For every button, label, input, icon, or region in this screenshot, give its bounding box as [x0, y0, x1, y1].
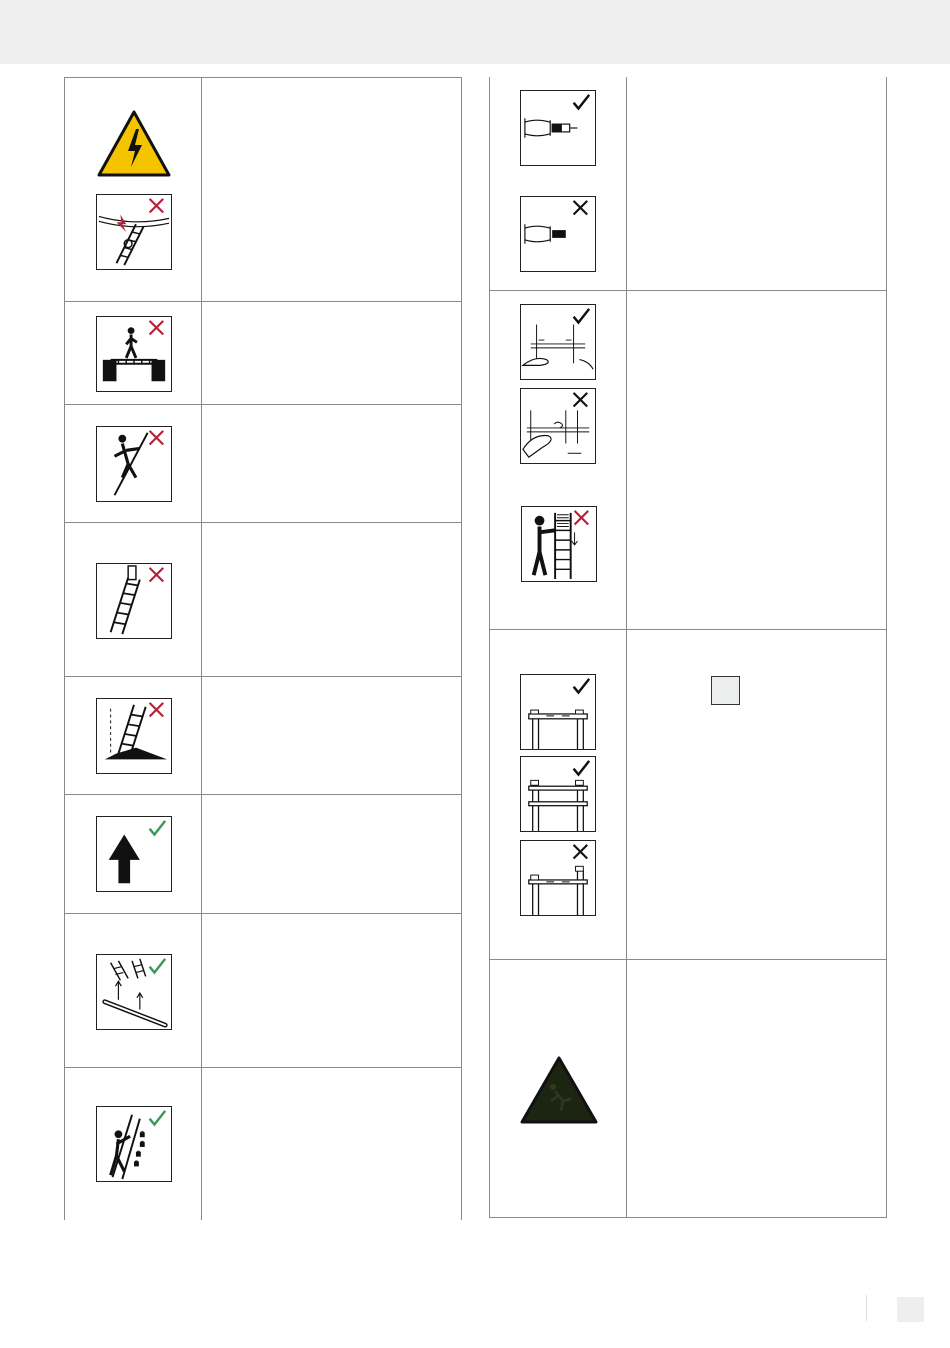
table-row — [65, 301, 461, 404]
check-icon — [150, 821, 166, 835]
icon-cell — [490, 630, 627, 959]
footer-separator — [866, 1295, 867, 1321]
release-hands-clear-correct-pictogram — [520, 304, 596, 380]
icon-cell — [65, 677, 202, 794]
stabilizer-bar-attach-pictogram — [96, 954, 172, 1030]
table-row — [490, 959, 886, 1218]
icon-cell — [65, 914, 202, 1067]
cross-icon — [574, 201, 588, 215]
cross-icon — [150, 703, 164, 717]
text-cell — [627, 630, 886, 959]
table-row — [65, 77, 461, 301]
check-icon — [574, 309, 590, 323]
upright-orientation-pictogram — [96, 816, 172, 892]
cross-icon — [574, 845, 588, 859]
page-number-box — [897, 1297, 924, 1322]
text-cell — [202, 795, 461, 913]
left-safety-table — [64, 77, 462, 1220]
table-row — [65, 676, 461, 794]
icon-cell — [490, 77, 627, 290]
uneven-extension-incorrect-pictogram — [520, 840, 596, 916]
cross-icon — [574, 393, 588, 407]
check-icon — [150, 959, 166, 973]
table-row — [65, 1067, 461, 1220]
text-cell — [202, 405, 461, 522]
table-row — [490, 629, 886, 959]
arrow-up-icon — [97, 817, 171, 891]
ladder-on-slope-prohibited-pictogram — [96, 698, 172, 774]
climbing-without-rungs-prohibited-pictogram — [96, 426, 172, 502]
right-safety-table — [489, 77, 887, 1218]
text-cell — [202, 302, 461, 404]
icon-cell — [65, 302, 202, 404]
table-row — [65, 794, 461, 913]
bridging-prohibited-pictogram — [96, 316, 172, 392]
page-header-band — [0, 0, 950, 64]
text-cell — [627, 291, 886, 629]
icon-cell — [65, 405, 202, 522]
cross-icon — [150, 321, 164, 335]
lock-indicator-correct-pictogram — [520, 90, 596, 166]
text-cell — [202, 677, 461, 794]
reference-box — [711, 676, 740, 705]
table-row — [65, 913, 461, 1067]
table-row — [490, 290, 886, 629]
carrying-extended-ladder-prohibited-pictogram — [521, 506, 597, 582]
finger-pinch-hazard-incorrect-pictogram — [520, 388, 596, 464]
ladder-on-unstable-base-prohibited-pictogram — [96, 563, 172, 639]
icon-cell — [490, 960, 627, 1217]
lock-indicator-incorrect-pictogram — [520, 196, 596, 272]
check-icon — [574, 761, 590, 775]
cross-icon — [575, 511, 589, 525]
icon-cell — [490, 291, 627, 629]
power-line-prohibited-pictogram — [96, 194, 172, 270]
icon-cell — [65, 78, 202, 301]
table-row — [65, 522, 461, 676]
falling-hazard-warning-icon — [519, 1055, 599, 1125]
text-cell — [202, 1068, 461, 1220]
text-cell — [202, 78, 461, 301]
table-row — [65, 404, 461, 522]
full-extension-correct-pictogram — [520, 674, 596, 750]
text-cell — [202, 523, 461, 676]
check-icon — [574, 95, 590, 109]
cross-icon — [150, 431, 164, 445]
cross-icon — [150, 568, 164, 582]
partial-extension-correct-pictogram — [520, 756, 596, 832]
text-cell — [202, 914, 461, 1067]
icon-cell — [65, 523, 202, 676]
cross-icon — [150, 199, 164, 213]
electrical-hazard-warning-icon — [96, 109, 172, 178]
check-icon — [574, 679, 590, 693]
locked-rungs-climbing-pictogram — [96, 1106, 172, 1182]
text-cell — [627, 77, 886, 290]
icon-cell — [65, 1068, 202, 1220]
icon-cell — [65, 795, 202, 913]
table-row — [490, 77, 886, 290]
text-cell — [627, 960, 886, 1217]
check-icon — [150, 1111, 166, 1125]
